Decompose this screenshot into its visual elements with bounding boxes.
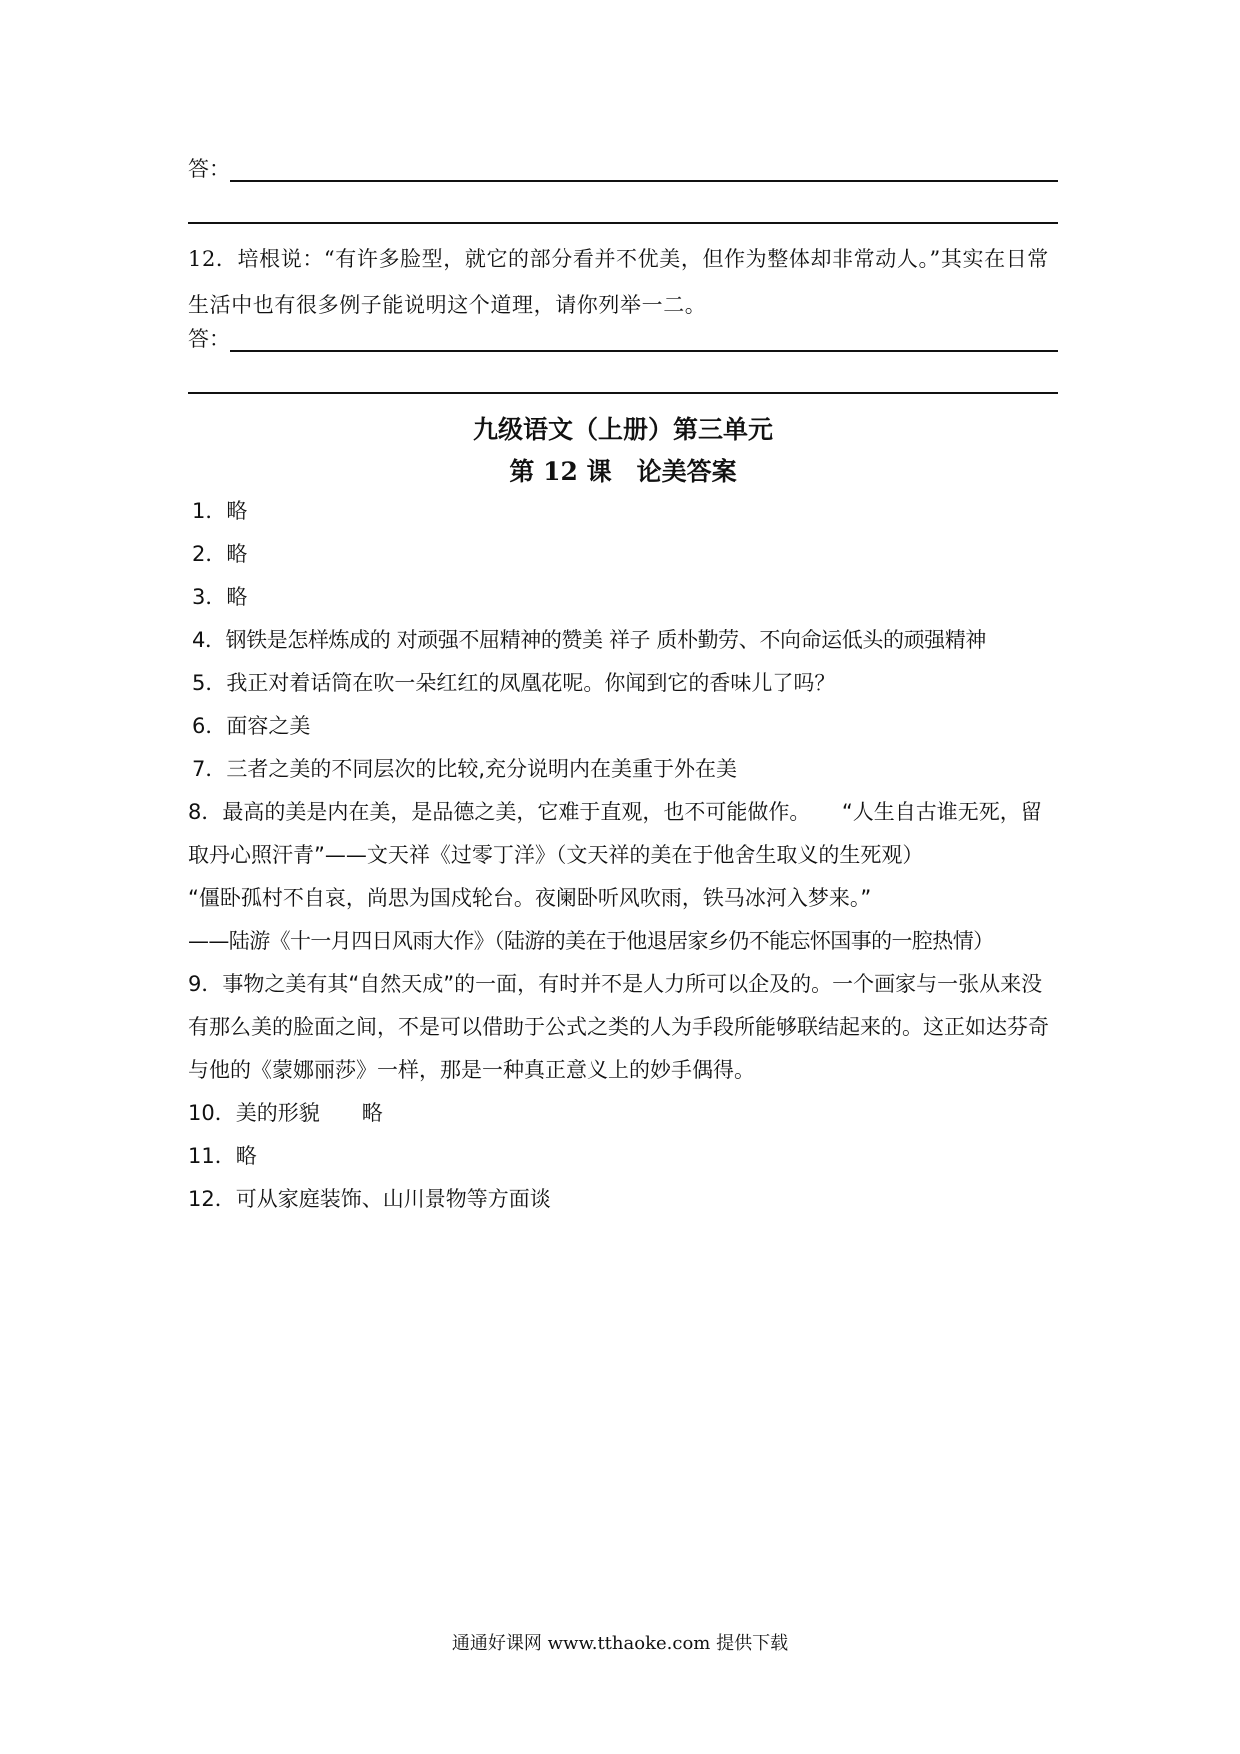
answer-list xyxy=(188,490,1058,1221)
page-footer: 通通好课网 www.tthaoke.com 提供下载 xyxy=(451,1633,789,1654)
answer-item: ——陆游《十一月四日风雨大作》（陆游的美在于他退居家乡仍不能忘怀国事的一腔热情） xyxy=(188,929,994,953)
answer-blank-12[interactable] xyxy=(188,312,1058,352)
answer-item: 6．面容之美 xyxy=(192,714,311,738)
question-12: 12．培根说：“有许多脸型，就它的部分看并不优美，但作为整体却非常动人。”其实在日常生活中也有很多例子能说明这个道理，请你列举一二。 xyxy=(188,247,1049,317)
answer-key-title: 九级语文（上册）第三单元 xyxy=(472,415,773,444)
answer-line-extra xyxy=(188,222,1058,224)
answer-item: 9．事物之美有其“自然天成”的一面，有时并不是人力所可以企及的。一个画家与一张从来没有那么美的脸面之间，不是可以借助于公式之类的人为手段所能够联结起来的。这正如达芬奇与他的《蒙娜丽莎》一样，那是一种真正意义上的妙手偶得。 xyxy=(188,972,1049,1082)
answer-key-subtitle: 第 12 课 论美答案 xyxy=(509,457,737,486)
answer-item: 8．最高的美是内在美，是品德之美，它难于直观，也不可能做作。 “人生自古谁无死，留取丹心照汗青”——文天祥《过零丁洋》（文天祥的美在于他舍生取义的生死观） xyxy=(188,800,1042,867)
answer-line xyxy=(230,350,1058,352)
answer-item: 12．可从家庭装饰、山川景物等方面谈 xyxy=(188,1187,551,1211)
answer-item: 3．略 xyxy=(192,585,248,609)
answer-blank-1[interactable] xyxy=(188,142,1058,182)
answer-line xyxy=(230,180,1058,182)
answer-item: 4．钢铁是怎样炼成的 对顽强不屈精神的赞美 祥子 质朴勤劳、不向命运低头的顽强精神 xyxy=(192,628,986,652)
answer-item: 7．三者之美的不同层次的比较,充分说明内在美重于外在美 xyxy=(192,757,738,781)
answer-item: 10．美的形貌 略 xyxy=(188,1101,383,1125)
answer-item: 11．略 xyxy=(188,1144,257,1168)
answer-item: 2．略 xyxy=(192,542,248,566)
answer-label: 答： xyxy=(188,327,230,351)
answer-item: “僵卧孤村不自哀，尚思为国戍轮台。夜阑卧听风吹雨，铁马冰河入梦来。” xyxy=(188,886,872,910)
answer-line-extra xyxy=(188,392,1058,394)
answer-item: 1．略 xyxy=(192,499,248,523)
answer-item: 5．我正对着话筒在吹一朵红红的凤凰花呢。你闻到它的香味儿了吗？ xyxy=(192,671,836,695)
answer-label: 答： xyxy=(188,157,230,181)
